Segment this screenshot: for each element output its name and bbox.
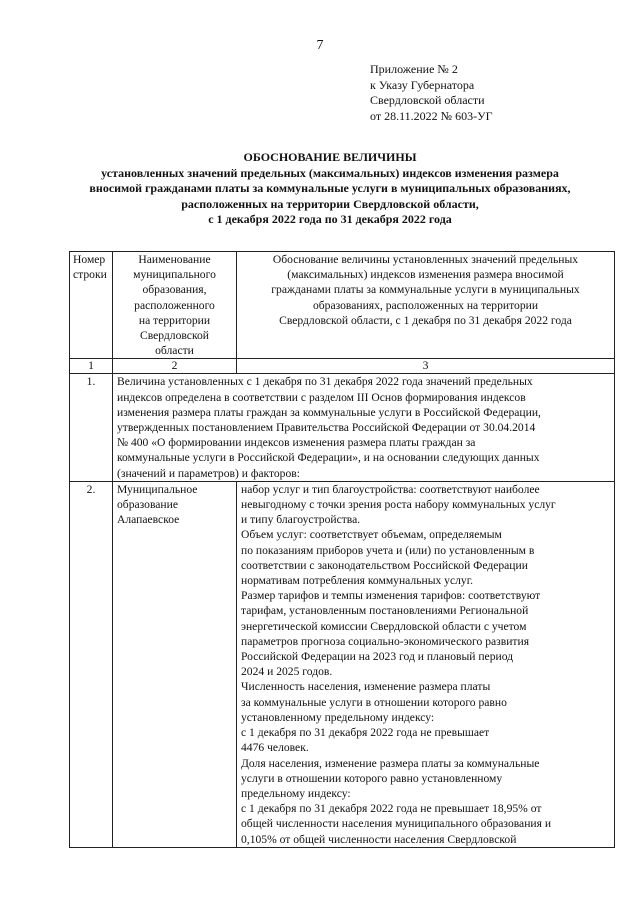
title-line: расположенных на территории Свердловской области,: [181, 196, 479, 211]
header-justification: Обоснование величины установленных значений предельных (максимальных) индексов изменения размера вносимой гражданами платы за коммунальные услуги в муниципальных образованиях, расположенных на территории Свердловской области, с 1 декабря по 31 декабря 2022 года: [237, 252, 615, 359]
title-heading: ОБОСНОВАНИЕ ВЕЛИЧИНЫ: [243, 150, 417, 164]
row-justification-text: набор услуг и тип благоустройства: соответствуют наиболее невыгодному с точки зрения роста набору коммунальных услуг и типу благоустройства. Объем услуг: соответствует объемам, определяемым по показаниям приборов учета и (или) по установленным в соответствии с законодательством Российской Федерации нормативам потребления коммунальных услуг. Размер тарифов и темпы изменения тарифов: соответствуют тарифам, установленным постановлениями Региональной энергетической комиссии Свердловской области с учетом параметров прогноза социально-экономического развития Российской Федерации на 2023 год и плановый период 2024 и 2025 годов. Численность населения, изменение размера платы за коммунальные услуги в отношении которого равно установленному предельному индексу: с 1 декабря по 31 декабря 2022 года не превышает 4476 человек. Доля населения, изменение размера платы за коммунальные услуги в отношении которого равно установленному предельному индексу: с 1 декабря по 31 декабря 2022 года не превышает 18,95% от общей численности населения муниципального образования и 0,105% от общей численности населения Свердловской: [237, 481, 615, 847]
appendix-line: Свердловской области: [370, 93, 485, 107]
column-number: 1: [70, 359, 113, 374]
row-text: Величина установленных с 1 декабря по 31 декабря 2022 года значений предельных индексов определена в соответствии с разделом III Основ формирования индексов изменения размера платы граждан за коммунальные услуги в Российской Федерации, утвержденных постановлением Правительства Российской Федерации от 30.04.2014 № 400 «О формировании индексов изменения размера платы граждан за коммунальные услуги в Российской Федерации», и на основании следующих данных (значений и параметров) и факторов:: [113, 374, 615, 481]
appendix-line: от 28.11.2022 № 603-УГ: [370, 108, 493, 123]
appendix-line: Приложение № 2: [370, 62, 458, 76]
title-line: вносимой гражданами платы за коммунальные услуги в муниципальных образованиях,: [89, 181, 571, 195]
appendix-block: [370, 62, 493, 124]
municipality-name: Муниципальное образование Алапаевское: [113, 481, 237, 847]
document-title: [60, 150, 600, 228]
table-row: [70, 374, 615, 481]
column-number: 3: [237, 359, 615, 374]
page-number: 7: [316, 38, 324, 53]
header-row-number: Номер строки: [70, 252, 113, 359]
header-municipality: Наименование муниципального образования, расположенного на территории Свердловской области: [113, 252, 237, 359]
column-number: 2: [113, 359, 237, 374]
justification-table: [69, 251, 615, 848]
title-line: установленных значений предельных (максимальных) индексов изменения размера: [101, 165, 559, 180]
table-row: [70, 481, 615, 847]
row-number: 1.: [70, 374, 113, 481]
row-number: 2.: [70, 481, 113, 847]
table-header-row: [70, 252, 615, 359]
appendix-line: к Указу Губернатора: [370, 77, 475, 92]
column-numbers-row: [70, 359, 615, 374]
title-line: с 1 декабря 2022 года по 31 декабря 2022 года: [208, 212, 452, 226]
